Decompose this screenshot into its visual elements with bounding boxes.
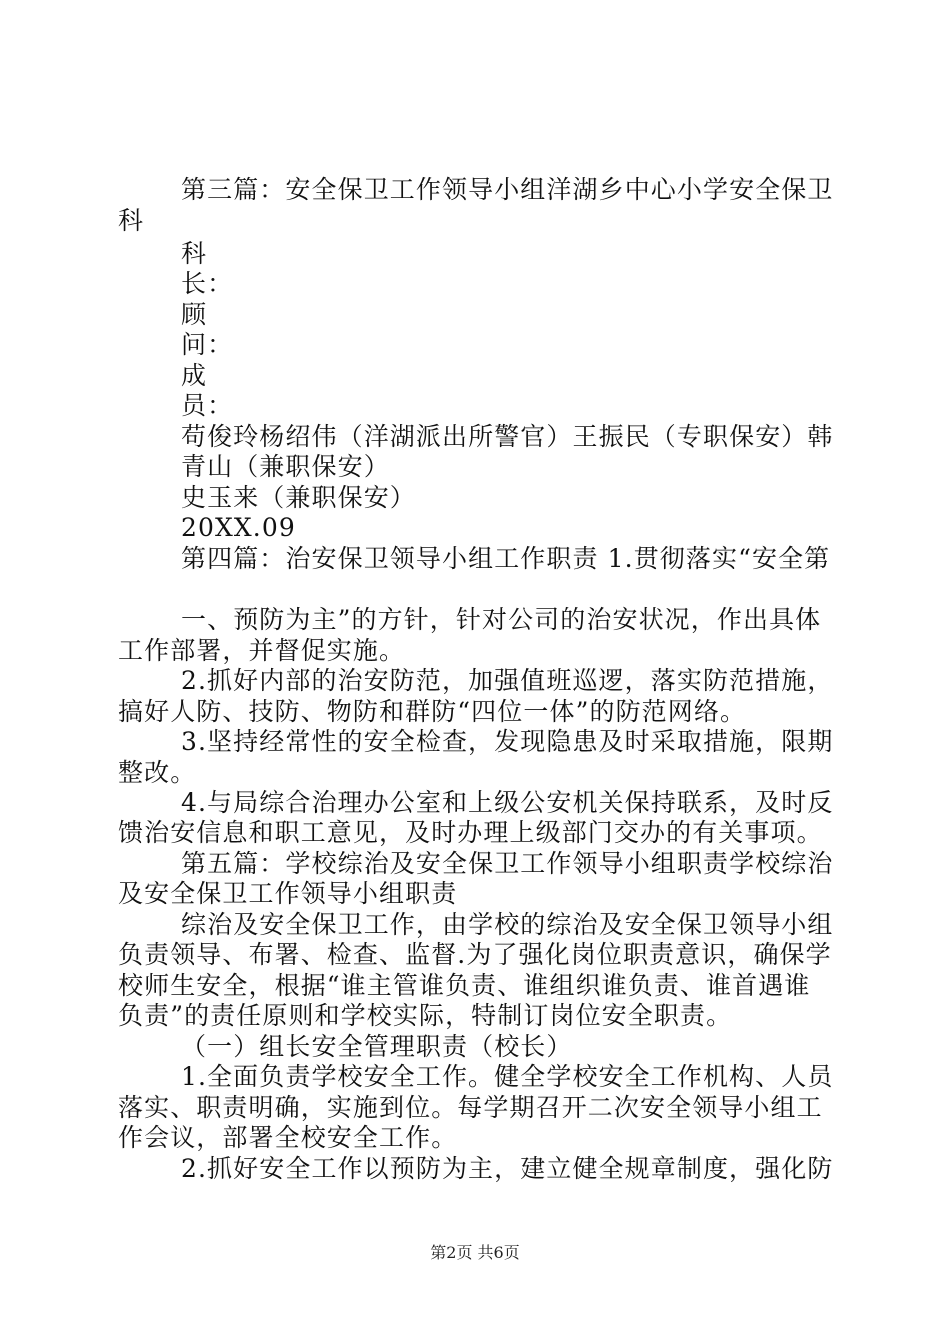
text-line: 青山（兼职保安）	[181, 452, 390, 481]
text-line: 科	[181, 239, 208, 268]
text-line: 馈治安信息和职工意见，及时办理上级部门交办的有关事项。	[118, 818, 823, 847]
text-line: 落实、职责明确，实施到位。每学期召开二次安全领导小组工	[118, 1093, 823, 1122]
text-line: 2.抓好安全工作以预防为主，建立健全规章制度，强化防	[181, 1154, 834, 1183]
page-footer: 第2页 共6页	[430, 1243, 520, 1262]
text-line: 苟俊玲杨绍伟（洋湖派出所警官）王振民（专职保安）韩	[181, 422, 834, 451]
text-line: 及安全保卫工作领导小组职责	[118, 879, 458, 908]
text-line: 综治及安全保卫工作，由学校的综治及安全保卫领导小组	[181, 910, 834, 939]
text-line: 1.全面负责学校安全工作。健全学校安全工作机构、人员	[181, 1062, 834, 1091]
date-line: 20XX.09	[181, 513, 296, 542]
section-4-heading: 第四篇：治安保卫领导小组工作职责 1.贯彻落实“安全第	[181, 544, 831, 573]
text-line: 负责领导、布署、检查、监督.为了强化岗位职责意识，确保学	[118, 940, 832, 969]
text-line: 负责”的责任原则和学校实际，特制订岗位安全职责。	[118, 1001, 733, 1030]
text-line: 作会议，部署全校安全工作。	[118, 1123, 458, 1152]
text-line: 整改。	[118, 758, 197, 787]
section-3-heading: 第三篇：安全保卫工作领导小组洋湖乡中心小学安全保卫	[181, 175, 834, 204]
text-line: 校师生安全，根据“谁主管谁负责、谁组织谁负责、谁首遇谁	[118, 971, 811, 1000]
text-line: 搞好人防、技防、物防和群防“四位一体”的防范网络。	[118, 697, 747, 726]
text-line: 工作部署，并督促实施。	[118, 636, 406, 665]
text-line: 2.抓好内部的治安防范，加强值班巡逻，落实防范措施，	[181, 666, 834, 695]
text-line: 问：	[181, 330, 234, 359]
text-line: 史玉来（兼职保安）	[181, 483, 416, 512]
text-line: 长：	[181, 269, 234, 298]
subsection-heading: （一）组长安全管理职责（校长）	[181, 1032, 573, 1061]
text-line: 一、预防为主”的方针，针对公司的治安状况，作出具体	[181, 605, 822, 634]
text-line: 4.与局综合治理办公室和上级公安机关保持联系，及时反	[181, 788, 834, 817]
text-line: 顾	[181, 300, 208, 329]
text-line: 成	[181, 361, 208, 390]
text-line: 科	[118, 206, 145, 235]
section-5-heading: 第五篇：学校综治及安全保卫工作领导小组职责学校综治	[181, 849, 834, 878]
text-line: 3.坚持经常性的安全检查，发现隐患及时采取措施，限期	[181, 727, 834, 756]
text-line: 员：	[181, 391, 234, 420]
